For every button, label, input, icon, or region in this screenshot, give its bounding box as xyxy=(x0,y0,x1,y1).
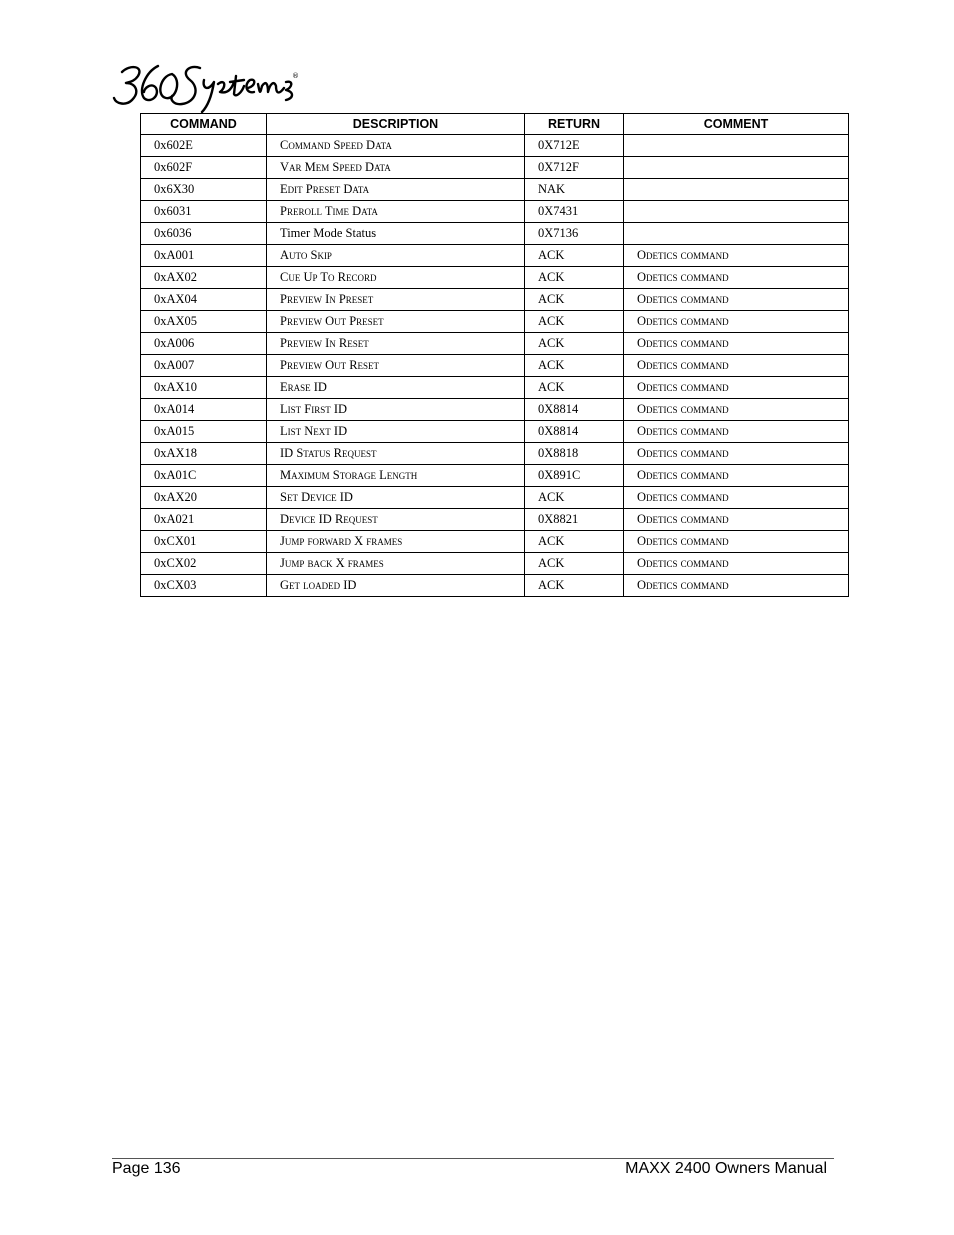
cell-command: 0xCX01 xyxy=(141,531,267,553)
registered-mark: ® xyxy=(292,72,299,80)
cell-command: 0xAX20 xyxy=(141,487,267,509)
cell-command: 0xAX04 xyxy=(141,289,267,311)
cell-return: ACK xyxy=(525,487,624,509)
table-header-row xyxy=(141,114,849,135)
cell-description: Auto Skip xyxy=(267,245,525,267)
header-comment: COMMENT xyxy=(624,114,849,135)
table-row xyxy=(141,223,849,245)
cell-description: Preroll Time Data xyxy=(267,201,525,223)
cell-description: Erase ID xyxy=(267,377,525,399)
cell-return: ACK xyxy=(525,377,624,399)
table-row xyxy=(141,245,849,267)
cell-description: Maximum Storage Length xyxy=(267,465,525,487)
cell-command: 0x602E xyxy=(141,135,267,157)
cell-comment xyxy=(624,223,849,245)
cell-description: ID Status Request xyxy=(267,443,525,465)
cell-return: 0X8818 xyxy=(525,443,624,465)
cell-description: Edit Preset Data xyxy=(267,179,525,201)
table-row xyxy=(141,443,849,465)
table-row xyxy=(141,465,849,487)
cell-return: ACK xyxy=(525,245,624,267)
table-row xyxy=(141,421,849,443)
cell-comment: Odetics command xyxy=(624,421,849,443)
cell-return: ACK xyxy=(525,333,624,355)
cell-comment: Odetics command xyxy=(624,267,849,289)
cell-return: 0X7431 xyxy=(525,201,624,223)
cell-comment: Odetics command xyxy=(624,465,849,487)
cell-description: Get loaded ID xyxy=(267,575,525,597)
360-systems-logo xyxy=(110,58,310,114)
cell-description: Cue Up To Record xyxy=(267,267,525,289)
cell-comment: Odetics command xyxy=(624,575,849,597)
cell-command: 0xAX18 xyxy=(141,443,267,465)
table-row xyxy=(141,267,849,289)
cell-description: Preview In Reset xyxy=(267,333,525,355)
table-row xyxy=(141,509,849,531)
cell-command: 0xA01C xyxy=(141,465,267,487)
cell-comment: Odetics command xyxy=(624,399,849,421)
cell-return: 0X7136 xyxy=(525,223,624,245)
table-row xyxy=(141,179,849,201)
cell-command: 0x6X30 xyxy=(141,179,267,201)
cell-command: 0xA014 xyxy=(141,399,267,421)
footer-rule xyxy=(112,1158,834,1159)
cell-command: 0x6036 xyxy=(141,223,267,245)
cell-description: List Next ID xyxy=(267,421,525,443)
cell-return: 0X891C xyxy=(525,465,624,487)
cell-description: Var Mem Speed Data xyxy=(267,157,525,179)
cell-return: 0X8814 xyxy=(525,421,624,443)
cell-description: Preview Out Preset xyxy=(267,311,525,333)
table-row xyxy=(141,575,849,597)
cell-description: Jump forward X frames xyxy=(267,531,525,553)
cell-comment: Odetics command xyxy=(624,443,849,465)
cell-return: ACK xyxy=(525,267,624,289)
cell-comment xyxy=(624,179,849,201)
cell-command: 0xA007 xyxy=(141,355,267,377)
cell-command: 0xCX03 xyxy=(141,575,267,597)
cell-return: ACK xyxy=(525,311,624,333)
cell-comment: Odetics command xyxy=(624,553,849,575)
table-row xyxy=(141,553,849,575)
header-description: DESCRIPTION xyxy=(267,114,525,135)
cell-return: ACK xyxy=(525,575,624,597)
cell-comment: Odetics command xyxy=(624,333,849,355)
cell-description: Preview In Preset xyxy=(267,289,525,311)
cell-description: Device ID Request xyxy=(267,509,525,531)
cell-return: ACK xyxy=(525,553,624,575)
cell-comment: Odetics command xyxy=(624,355,849,377)
cell-comment xyxy=(624,157,849,179)
cell-comment: Odetics command xyxy=(624,245,849,267)
cell-comment: Odetics command xyxy=(624,531,849,553)
cell-description: Preview Out Reset xyxy=(267,355,525,377)
table-row xyxy=(141,311,849,333)
cell-comment: Odetics command xyxy=(624,487,849,509)
cell-description: Timer Mode Status xyxy=(267,223,525,245)
cell-comment: Odetics command xyxy=(624,509,849,531)
cell-return: ACK xyxy=(525,289,624,311)
cell-description: Command Speed Data xyxy=(267,135,525,157)
cell-command: 0xAX10 xyxy=(141,377,267,399)
command-table xyxy=(140,113,849,597)
cell-comment: Odetics command xyxy=(624,289,849,311)
table-row xyxy=(141,399,849,421)
table-row xyxy=(141,531,849,553)
cell-command: 0xA006 xyxy=(141,333,267,355)
cell-return: NAK xyxy=(525,179,624,201)
cell-command: 0xAX02 xyxy=(141,267,267,289)
cell-comment: Odetics command xyxy=(624,311,849,333)
page-number: Page 136 xyxy=(112,1160,181,1177)
cell-command: 0xAX05 xyxy=(141,311,267,333)
table-row xyxy=(141,157,849,179)
table-row xyxy=(141,377,849,399)
cell-command: 0xA021 xyxy=(141,509,267,531)
table-row xyxy=(141,487,849,509)
header-return: RETURN xyxy=(525,114,624,135)
table-row xyxy=(141,201,849,223)
cell-command: 0x6031 xyxy=(141,201,267,223)
header-command: COMMAND xyxy=(141,114,267,135)
cell-description: List First ID xyxy=(267,399,525,421)
cell-command: 0xA001 xyxy=(141,245,267,267)
cell-return: 0X8821 xyxy=(525,509,624,531)
cell-command: 0xA015 xyxy=(141,421,267,443)
cell-description: Set Device ID xyxy=(267,487,525,509)
cell-comment: Odetics command xyxy=(624,377,849,399)
cell-command: 0xCX02 xyxy=(141,553,267,575)
cell-comment xyxy=(624,201,849,223)
table-row xyxy=(141,289,849,311)
cell-command: 0x602F xyxy=(141,157,267,179)
cell-return: 0X8814 xyxy=(525,399,624,421)
cell-return: 0X712F xyxy=(525,157,624,179)
table-row xyxy=(141,355,849,377)
cell-description: Jump back X frames xyxy=(267,553,525,575)
cell-return: ACK xyxy=(525,355,624,377)
manual-title: MAXX 2400 Owners Manual xyxy=(625,1160,827,1177)
table-row xyxy=(141,333,849,355)
table-row xyxy=(141,135,849,157)
cell-return: ACK xyxy=(525,531,624,553)
cell-comment xyxy=(624,135,849,157)
cell-return: 0X712E xyxy=(525,135,624,157)
